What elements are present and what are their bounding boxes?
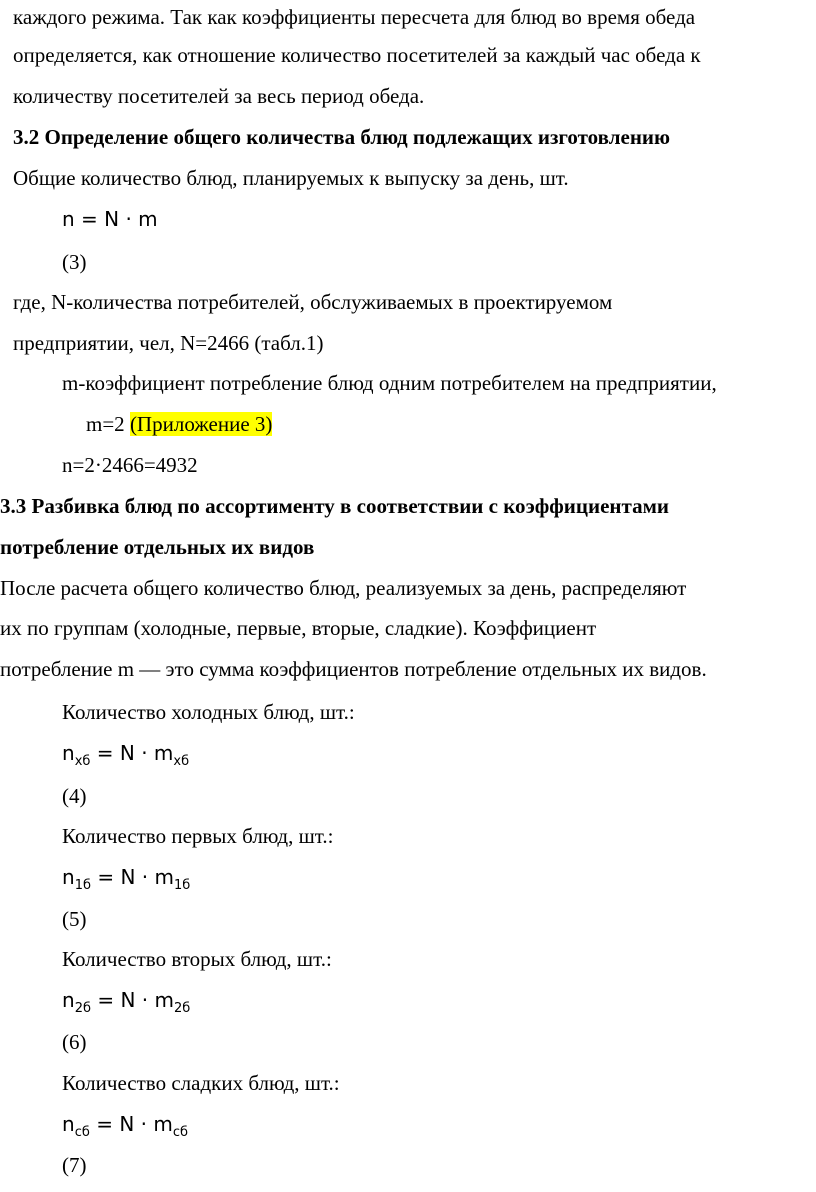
section-3-2-heading: 3.2 Определение общего количества блюд подлежащих изготовлению [13,125,671,149]
m-value-line [86,414,272,435]
eq-number-7: (7) [62,1153,87,1177]
eq-number-4: (4) [62,784,87,808]
section-3-3-heading-line-2: потребление отдельных их видов [0,535,315,559]
eq-number-3: (3) [62,250,87,274]
eq-number-5: (5) [62,907,87,931]
cold-dishes-label: Количество холодных блюд, шт.: [62,700,355,724]
formula-5: $n_{1б} = N \cdot m_{1б}$ [62,865,191,893]
first-dishes-label: Количество первых блюд, шт.: [62,824,334,848]
sweet-dishes-label: Количество сладких блюд, шт.: [62,1071,340,1095]
formula-4: $n_{хб} = N \cdot m_{хб}$ [62,741,190,769]
section-3-3-paragraph-line-2: их по группам (холодные, первые, вторые, сладкие). Коэффициент [0,616,597,640]
where-line-3: m-коэффициент потребление блюд одним потребителем на предприятии, [62,371,717,395]
paragraph-1-line-2: определяется, как отношение количество посетителей за каждый час обеда к [13,43,701,67]
appendix-ref: (Приложение 3) [129,412,273,436]
section-3-3-paragraph-line-1: После расчета общего количество блюд, реализуемых за день, распределяют [0,576,687,600]
second-dishes-label: Количество вторых блюд, шт.: [62,947,332,971]
paragraph-1-line-3: количеству посетителей за весь период обеда. [13,84,425,108]
where-line-2: предприятии, чел, N=2466 (табл.1) [13,331,324,355]
result-line: n=2·2466=4932 [62,453,198,477]
section-3-3-heading-line-1: 3.3 Разбивка блюд по ассортименту в соответствии с коэффициентами [0,494,670,518]
where-line-1: где, N-количества потребителей, обслуживаемых в проектируемом [13,290,613,314]
section-3-3-paragraph-line-3: потребление m — это сумма коэффициентов потребление отдельных их видов. [0,657,707,681]
formula-7: $n_{сб} = N \cdot m_{сб}$ [62,1112,189,1140]
m-value: m=2 [86,412,125,436]
section-3-2-intro: Общие количество блюд, планируемых к выпуску за день, шт. [13,166,569,190]
paragraph-1-line-1: каждого режима. Так как коэффициенты пересчета для блюд во время обеда [13,5,696,29]
eq-number-6: (6) [62,1030,87,1054]
formula-6: $n_{2б} = N \cdot m_{2б}$ [62,988,191,1016]
formula-3: n = N · m [62,207,158,231]
